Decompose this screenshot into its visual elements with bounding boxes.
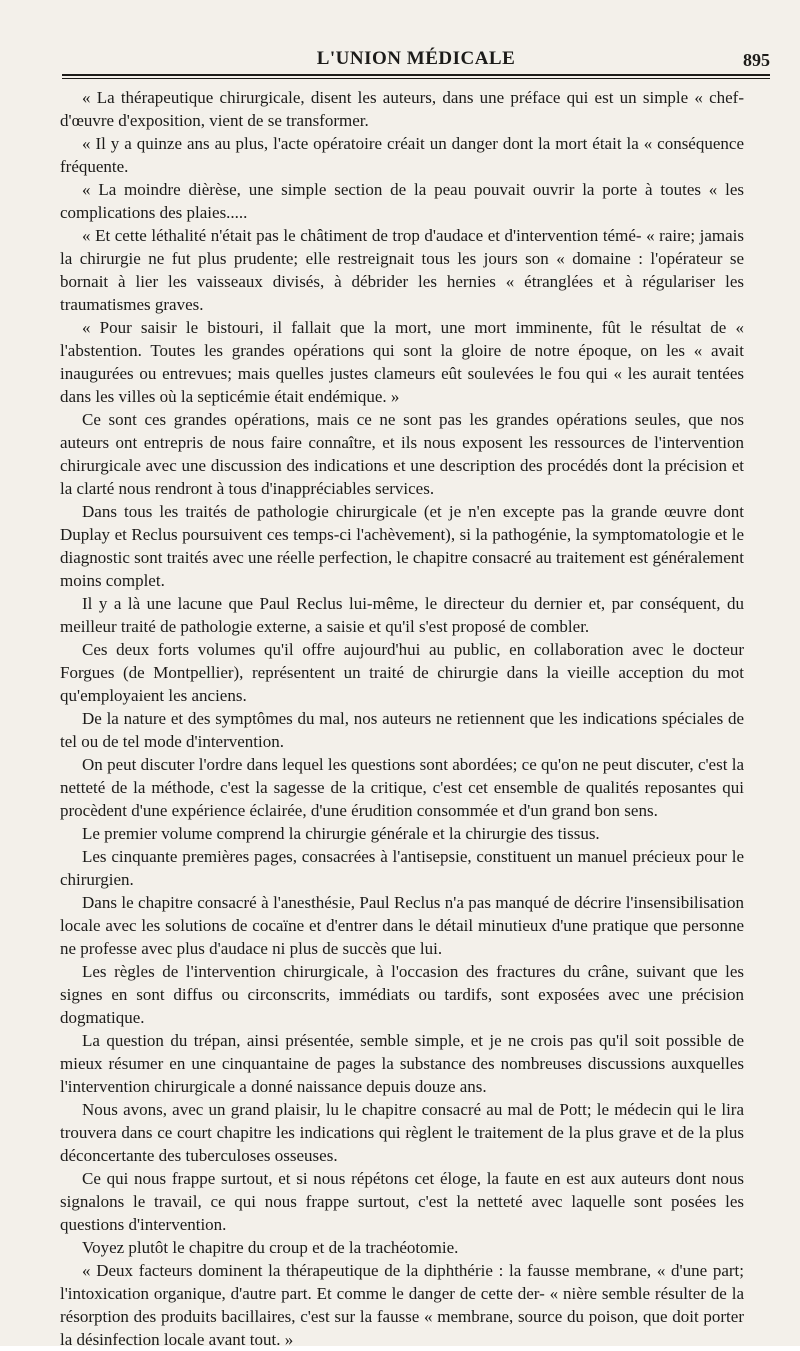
- paragraph-8: Il y a là une lacune que Paul Reclus lui-même, le directeur du dernier et, par conséquent, du meilleur traité de pathologie externe, a saisie et qu'il s'est proposé de combler.: [60, 594, 744, 636]
- paragraph-5: « Pour saisir le bistouri, il fallait que la mort, une mort imminente, fût le résultat de « l'abstention. Toutes les grandes opérations qui sont la gloire de notre époque, on les « avait inaugurées ou entrevues; mais quelles justes clameurs eût soulevées le fou qui « les aurait tentées dans les villes où la septicémie était endémique. »: [60, 318, 744, 406]
- paragraph-20: « Deux facteurs dominent la thérapeutique de la diphthérie : la fausse membrane, « d'une part; l'intoxication organique, d'autre part. Et comme le danger de cette der- « nière semble résulter de la résorption des produits bacillaires, c'est sur la fausse « membrane, source du poison, que doit porter la désinfection locale avant tout. »: [60, 1261, 744, 1349]
- paragraph-19: Voyez plutôt le chapitre du croup et de la trachéotomie.: [82, 1238, 459, 1257]
- paragraph-12: Le premier volume comprend la chirurgie générale et la chirurgie des tissus.: [82, 824, 600, 843]
- running-header: [60, 44, 772, 74]
- paragraph-3: « La moindre dièrèse, une simple section de la peau pouvait ouvrir la porte à toutes « les complications des plaies.....: [60, 180, 744, 222]
- journal-title: L'UNION MÉDICALE: [316, 48, 516, 69]
- paragraph-2: « Il y a quinze ans au plus, l'acte opératoire créait un danger dont la mort était la « conséquence fréquente.: [60, 134, 744, 176]
- paragraph-10: De la nature et des symptômes du mal, nos auteurs ne retiennent que les indications spéciales de tel ou de tel mode d'intervention.: [60, 709, 744, 751]
- paragraph-1: « La thérapeutique chirurgicale, disent les auteurs, dans une préface qui est un simple « chef-d'œuvre d'exposition, vient de se transformer.: [60, 88, 744, 130]
- article-body: [60, 86, 744, 1351]
- paragraph-13: Les cinquante premières pages, consacrées à l'antisepsie, constituent un manuel précieux pour le chirurgien.: [60, 847, 744, 889]
- paragraph-7: Dans tous les traités de pathologie chirurgicale (et je n'en excepte pas la grande œuvre dont Duplay et Reclus poursuivent ces temps-ci l'achèvement), si la pathogénie, la symptomatologie et le diagnostic sont traités avec une réelle perfection, le chapitre consacré au traitement est généralement moins complet.: [60, 502, 744, 590]
- paragraph-18: Ce qui nous frappe surtout, et si nous répétons cet éloge, la faute en est aux auteurs dont nous signalons le travail, ce qui nous frappe surtout, c'est la netteté avec laquelle sont posées les questions d'intervention.: [60, 1169, 744, 1234]
- paragraph-4: « Et cette léthalité n'était pas le châtiment de trop d'audace et d'intervention témé- « raire; jamais la chirurgie ne fut plus prudente; elle restreignait tous les jours son « domaine : l'opérateur se bornait à lier les vaisseaux divisés, à débrider les hernies « étranglées et à régulariser les traumatismes graves.: [60, 226, 744, 314]
- paragraph-11: On peut discuter l'ordre dans lequel les questions sont abordées; ce qu'on ne peut discuter, c'est la netteté de la méthode, c'est la sagesse de la critique, c'est cet ensemble de qualités reposantes qui procèdent d'une expérience éclairée, d'une érudition consommée et d'un grand bon sens.: [60, 755, 744, 820]
- paragraph-14: Dans le chapitre consacré à l'anesthésie, Paul Reclus n'a pas manqué de décrire l'insensibilisation locale avec les solutions de cocaïne et d'entrer dans le détail minutieux d'une pratique que personne ne professe avec plus d'audace ni plus de succès que lui.: [60, 893, 744, 958]
- paragraph-15: Les règles de l'intervention chirurgicale, à l'occasion des fractures du crâne, suivant que les signes en sont diffus ou circonscrits, immédiats ou tardifs, sont exposées avec une précision dogmatique.: [60, 962, 744, 1027]
- header-rule-thick: [62, 74, 770, 76]
- paragraph-6: Ce sont ces grandes opérations, mais ce ne sont pas les grandes opérations seules, que nos auteurs ont entrepris de nous faire connaître, et ils nous exposent les ressources de l'intervention chirurgicale avec une discussion des indications et une description des procédés dont la précision et la clarté nous rendront à tous d'inappréciables services.: [60, 410, 744, 498]
- paragraph-17: Nous avons, avec un grand plaisir, lu le chapitre consacré au mal de Pott; le médecin qui le lira trouvera dans ce court chapitre les indications qui règlent le traitement de la plus grave et de la plus déconcertante des tuberculoses osseuses.: [60, 1100, 744, 1165]
- paragraph-16: La question du trépan, ainsi présentée, semble simple, et je ne crois pas qu'il soit possible de mieux résumer en une cinquantaine de pages la substance des nombreuses discussions auxquelles l'intervention chirurgicale a donné naissance depuis douze ans.: [60, 1031, 744, 1096]
- paragraph-9: Ces deux forts volumes qu'il offre aujourd'hui au public, en collaboration avec le docteur Forgues (de Montpellier), représentent un traité de chirurgie dans la vieille acception du mot qu'employaient les anciens.: [60, 640, 744, 705]
- header-rule-thin: [62, 78, 770, 79]
- page-number: 895: [743, 50, 770, 70]
